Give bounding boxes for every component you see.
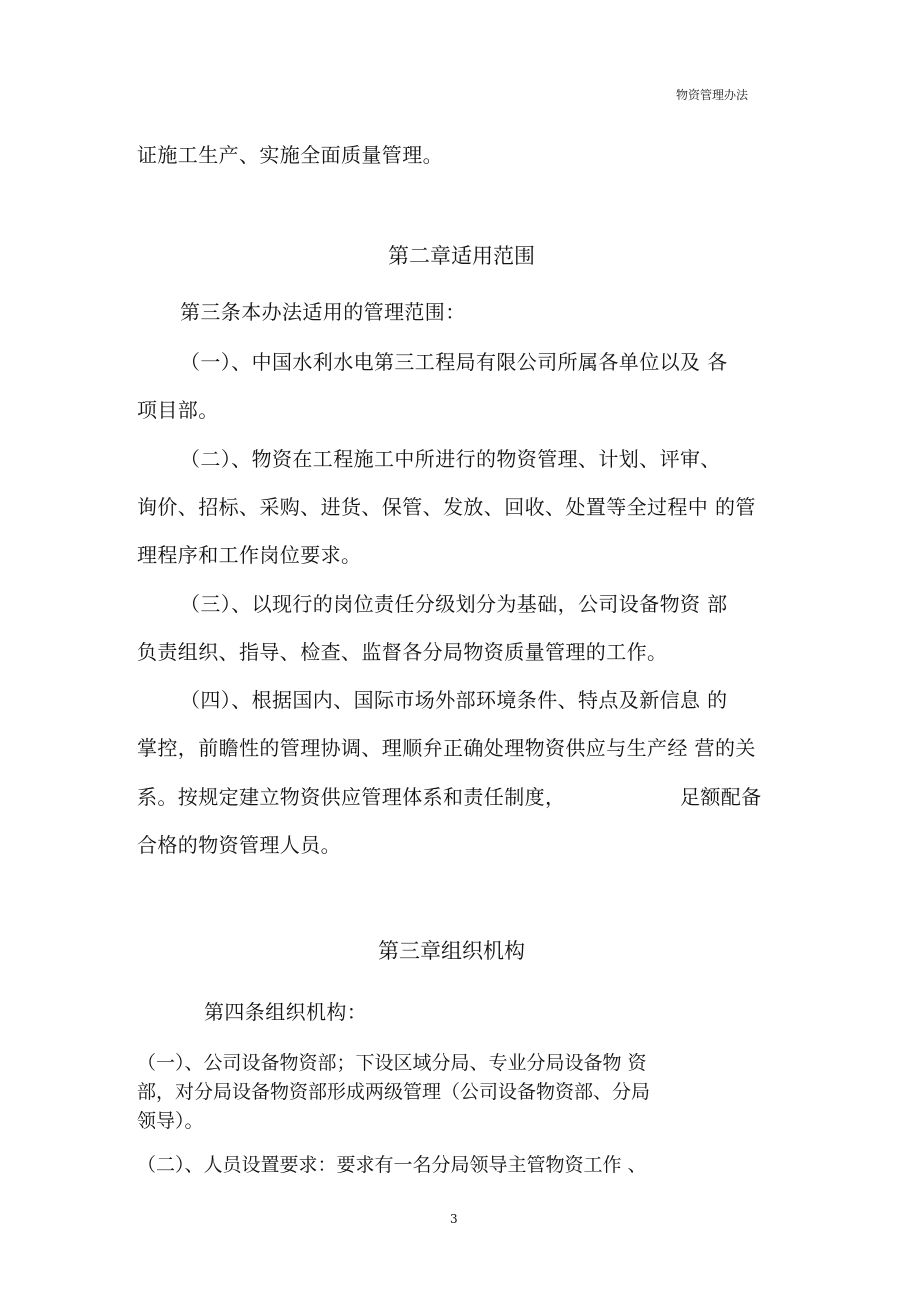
text-line: 部，对分局设备物资部形成两级管理（公司设备物资部、分局 — [137, 1081, 651, 1103]
text-line: 掌控，前瞻性的管理协调、理顺弁正确处理物资供应与生产经 营的关 — [137, 736, 756, 760]
chapter-heading: 第三章组织机构 — [378, 939, 525, 963]
chapter-heading: 第二章适用范围 — [388, 244, 535, 268]
text-line: 证施工生产、实施全面质量管理。 — [137, 143, 443, 167]
article-heading: 第三条本办法适用的管理范围： — [180, 300, 466, 324]
text-line: （二）、物资在工程施工中所进行的物资管理、计划、评审、 — [180, 447, 721, 471]
text-line: 合格的物资管理人员。 — [137, 833, 341, 857]
page-number: 3 — [450, 1212, 458, 1226]
article-heading: 第四条组织机构： — [204, 1000, 368, 1024]
text-line: 系。按规定建立物资供应管理体系和责任制度， — [137, 785, 566, 809]
running-header: 物资管理办法 — [676, 88, 749, 102]
text-line: （三）、以现行的岗位责任分级划分为基础，公司设备物资 部 — [180, 592, 728, 616]
text-line: （一）、公司设备物资部；下设区域分局、专业分局设备物 资 — [137, 1052, 647, 1074]
text-line: 负责组织、指导、检查、监督各分局物资质量管理的工作。 — [137, 640, 668, 664]
text-line: （一）、中国水利水电第三工程局有限公司所属各单位以及 各 — [180, 350, 728, 374]
text-line: 足额配备 — [680, 785, 762, 809]
text-line: （四）、根据国内、国际市场外部环境条件、特点及新信息 的 — [180, 688, 728, 712]
text-line: 理程序和工作岗位要求。 — [137, 543, 362, 567]
text-line: 项目部。 — [137, 398, 219, 422]
text-line: 领导）。 — [137, 1110, 204, 1132]
text-line: （二）、人员设置要求：要求有一名分局领导主管物资工作 、 — [137, 1154, 647, 1176]
text-line: 询价、招标、采购、进货、保管、发放、回收、处置等全过程中 的管 — [137, 495, 756, 519]
